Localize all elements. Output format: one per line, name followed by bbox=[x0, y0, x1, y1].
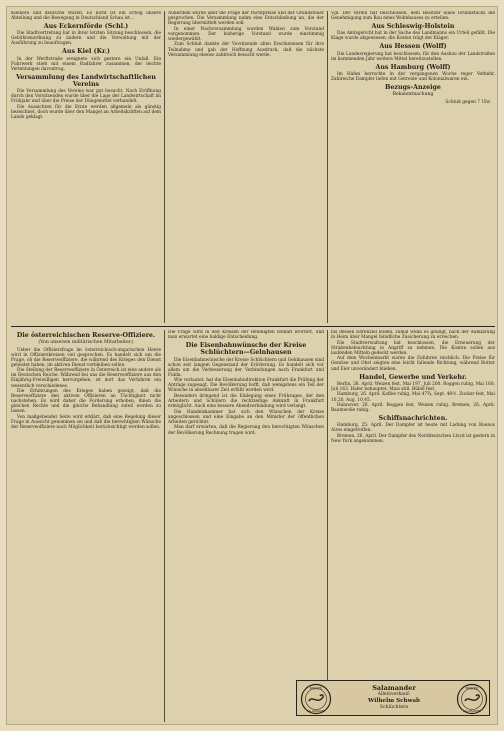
closing-note: Schluß gegen 7 Uhr. bbox=[445, 99, 491, 105]
ad-text-block bbox=[335, 684, 453, 710]
ad-dealer-town: Schlüchtern bbox=[379, 704, 409, 710]
article-paragraph: Besonders dringend ist die Einlegung eines Frühzuges, der den Arbeitern und Schülern die rechtzeitige Ankunft in Frankfurt ermöglicht. Auch eine bessere Abendverbindung wird verlangt. bbox=[168, 394, 324, 410]
section-heading: Schiffsnachrichten. bbox=[378, 415, 448, 423]
article-paragraph: Die Erfahrungen des Krieges haben gezeigt, daß die Reserveoffiziere den aktiven Offizieren an Tüchtigkeit nicht nachstehen. Es wird daher die Forderung erhoben, ihnen die gleichen Rechte und die gleiche Behandlung zuteil werden zu lassen. bbox=[11, 389, 161, 415]
seal-name-text: SALAMANDER bbox=[462, 710, 482, 713]
ad-brand-name: Salamander bbox=[372, 684, 416, 692]
article-paragraph: Von maßgebender Seite wird erklärt, daß eine Regelung dieser Frage in Aussicht genommen sei und daß die berechtigten Wünsche der Reserveoffiziere nach Möglichkeit berücksichtigt werden sollen. bbox=[11, 415, 161, 431]
article-headline: Die Eisenbahnwünsche der Kreise Schlüchtern—Gelnhausen bbox=[185, 342, 307, 357]
column-bottom-middle bbox=[168, 330, 324, 722]
notice-subheading: Bekanntmachung bbox=[392, 92, 434, 98]
column-bottom-left bbox=[11, 330, 161, 722]
article-paragraph: Vgl. Der Verein hat beschlossen, dem Besitzer eines Grundstücks die Genehmigung zum Bau eines Wohnhauses zu erteilen. bbox=[331, 11, 495, 22]
article-paragraph: Die Stellung der Reserveoffiziere in Österreich ist eine andere als im Deutschen Reiche. Während bei uns die Reserveoffiziere aus den Einjährig-Freiwilligen hervorgehen, ist dort das Verfahren ein wesentlich verschiedenes. bbox=[11, 368, 161, 389]
section-heading: Aus Hamburg (Wolff) bbox=[375, 63, 451, 71]
article-paragraph: Kleinere und deutsche Waren. Es nicht ist ein Erfolg unsere Abteilung und die Bewegung in Deutschland Schau ist... bbox=[11, 11, 161, 22]
article-paragraph: Die Versammlung des Vereins war gut besucht. Nach Eröffnung durch den Vorsitzenden wurde über die Lage der Landwirtschaft im Frühjahr und über die Preise der Düngemittel verhandelt. bbox=[11, 89, 161, 105]
ad-sales-label: Alleinverkauf: bbox=[377, 692, 411, 697]
section-divider bbox=[11, 326, 495, 327]
section-heading: Versammlung des Landwirtschaftlichen Vereins bbox=[16, 73, 156, 88]
article-paragraph: Die Handelskammer hat sich den Wünschen der Kreise angeschlossen und eine Eingabe an den Minister der öffentlichen Arbeiten gerichtet. bbox=[168, 409, 324, 425]
notice-heading: Bezugs-Anzeige bbox=[385, 83, 441, 91]
article-paragraph: In der Werftstraße ereignete sich gestern ein Unfall. Ein Fuhrwerk stieß mit einem Radfahrer zusammen, der leichte Verletzungen davontrug. bbox=[11, 56, 161, 72]
column-rule bbox=[164, 330, 165, 722]
column-top-right bbox=[331, 11, 495, 323]
article-headline: Die österreichischen Reserve-Offiziere. bbox=[16, 332, 156, 339]
column-rule bbox=[327, 330, 328, 682]
shipping-report: Hamburg, 25. April. Der Dampfer ist heute mit Ladung von Buenos Aires eingetroffen. bbox=[331, 423, 495, 434]
market-report: Hannover, 26. April. Roggen fest, Weizen ruhig. Bremen, 26. April. Baumwolle ruhig. bbox=[331, 403, 495, 414]
article-paragraph: Die Stadtvertretung hat in ihrer letzten Sitzung beschlossen, die Gebührenordnung zu ändern und die Verwaltung mit der Ausführung zu beauftragen. bbox=[11, 31, 161, 47]
article-paragraph: Ueber die Offiziersfrage im österreichisch-ungarischen Heere wird in Offizierskreisen viel gesprochen. Es handelt sich um die Frage, ob die Reserveoffiziere, die während des Krieges den Dienst geleistet haben, im aktiven Dienst verbleiben sollen. bbox=[11, 347, 161, 368]
article-paragraph: Zum Schluß dankte der Vorsitzende allen Erschienenen für ihre Teilnahme und gab der Hoffnung Ausdruck, daß die nächste Versammlung ebenso zahlreich besucht werde. bbox=[168, 42, 324, 58]
article-byline: (Von unserem militärischen Mitarbeiter.) bbox=[38, 340, 134, 346]
article-paragraph: Das Amtsgericht hat in der Sache des Landmanns ein Urteil gefällt. Die Klage wurde abgewiesen, die Kosten trägt der Kläger. bbox=[331, 31, 495, 42]
article-paragraph: Wie verlautet, hat die Eisenbahndirektion Frankfurt die Prüfung der Anträge zugesagt. Die Bevölkerung hofft, daß wenigstens ein Teil der Wünsche in absehbarer Zeit erfüllt werden wird. bbox=[168, 378, 324, 394]
column-rule bbox=[164, 11, 165, 323]
column-rule bbox=[327, 11, 328, 323]
market-report: Hamburg, 26. April. Kaffee ruhig, Mai 47¾, Sept. 48½. Zucker fest, Mai 10,20, Aug. 10,45. bbox=[331, 392, 495, 403]
section-heading: Handel, Gewerbe und Verkehr. bbox=[359, 373, 467, 381]
shipping-report: Bremen, 26. April. Der Dampfer des Norddeutschen Lloyd ist gestern in New York angekommen. bbox=[331, 434, 495, 445]
article-paragraph: Die Frage wird in den Kreisen der Beteiligten lebhaft erörtert, und man erwartet eine baldige Entscheidung. bbox=[168, 330, 324, 341]
seal-brand-text: MARKE bbox=[465, 686, 479, 691]
article-paragraph: Die Aussichten für die Ernte werden allgemein als günstig bezeichnet, doch wurde über den Mangel an Arbeitskräften auf dem Lande geklagt. bbox=[11, 104, 161, 121]
article-paragraph: Die Eisenbahnwünsche der Kreise Schlüchtern und Gelnhausen sind schon seit langem Gegenstand der Erörterung. Es handelt sich vor allem um die Verbesserung der Verbindungen nach Frankfurt und Fulda. bbox=[168, 357, 324, 378]
article-paragraph: Man darf erwarten, daß die Regierung den berechtigten Wünschen der Bevölkerung Rechnung tragen wird. bbox=[168, 425, 324, 436]
salamander-advertisement bbox=[296, 680, 490, 716]
column-top-middle bbox=[168, 11, 324, 323]
section-heading: Aus Schleswig-Holstein bbox=[371, 23, 455, 31]
article-paragraph: bis dessen Ehrenziel leiden, zumal wenn es gelingt, nach der Aufklärung in Heim über Mangel feindliche Zusicherung zu erreichen. bbox=[331, 330, 495, 341]
seal-brand-text: MARKE bbox=[309, 686, 323, 691]
salamander-seal-right-icon bbox=[456, 683, 488, 715]
seal-name-text: SALAMANDER bbox=[306, 710, 326, 713]
article-paragraph: In einer Nachversammlung wurden Wahlen zum Vorstand vorgenommen. Der bisherige Vorstand wurde einstimmig wiedergewählt. bbox=[168, 26, 324, 42]
newspaper-page bbox=[6, 6, 498, 725]
section-heading: Aus Kiel (Kr.) bbox=[61, 48, 111, 56]
column-bottom-right bbox=[331, 330, 495, 682]
section-heading: Aus Eckernförde (Schl.) bbox=[43, 23, 129, 31]
salamander-seal-left-icon bbox=[300, 683, 332, 715]
market-report: Berlin, 26. April. Weizen fest, Mai 197, Juli 200. Roggen ruhig, Mai 160, Juli 163. Hafer behauptet. Mais still. Rüböl fest. bbox=[331, 381, 495, 392]
article-paragraph: Die Landesregierung hat beschlossen, für den Ausbau der Landstraßen im kommenden Jahr weitere Mittel bereitzustellen. bbox=[331, 51, 495, 62]
section-heading: Aus Hessen (Wolff) bbox=[379, 43, 447, 51]
article-paragraph: Auf dem Wochenmarkt waren die Zufuhren reichlich. Die Preise für Gemüse und Obst zeigten eine leicht fallende Richtung, während Butter und Eier unverändert blieben. bbox=[331, 356, 495, 372]
article-paragraph: Im Hafen herrschte in der vergangenen Woche reger Verkehr. Zahlreiche Dampfer liefen mit Getreide und Kolonialwaren ein. bbox=[331, 71, 495, 82]
article-paragraph: Die Stadtverwaltung hat beschlossen, die Erneuerung der Straßenbeleuchtung in Angriff zu nehmen. Die Kosten sollen aus laufenden Mitteln gedeckt werden. bbox=[331, 340, 495, 356]
ad-dealer-name: Wilhelm Schwab bbox=[368, 697, 420, 704]
column-top-left bbox=[11, 11, 161, 323]
article-paragraph: Außerdem wurde über die Frage der Pachtpreise und der Grundsteuer gesprochen. Die Versammlung nahm eine Entschließung an, die der Regierung übermittelt werden soll. bbox=[168, 11, 324, 27]
